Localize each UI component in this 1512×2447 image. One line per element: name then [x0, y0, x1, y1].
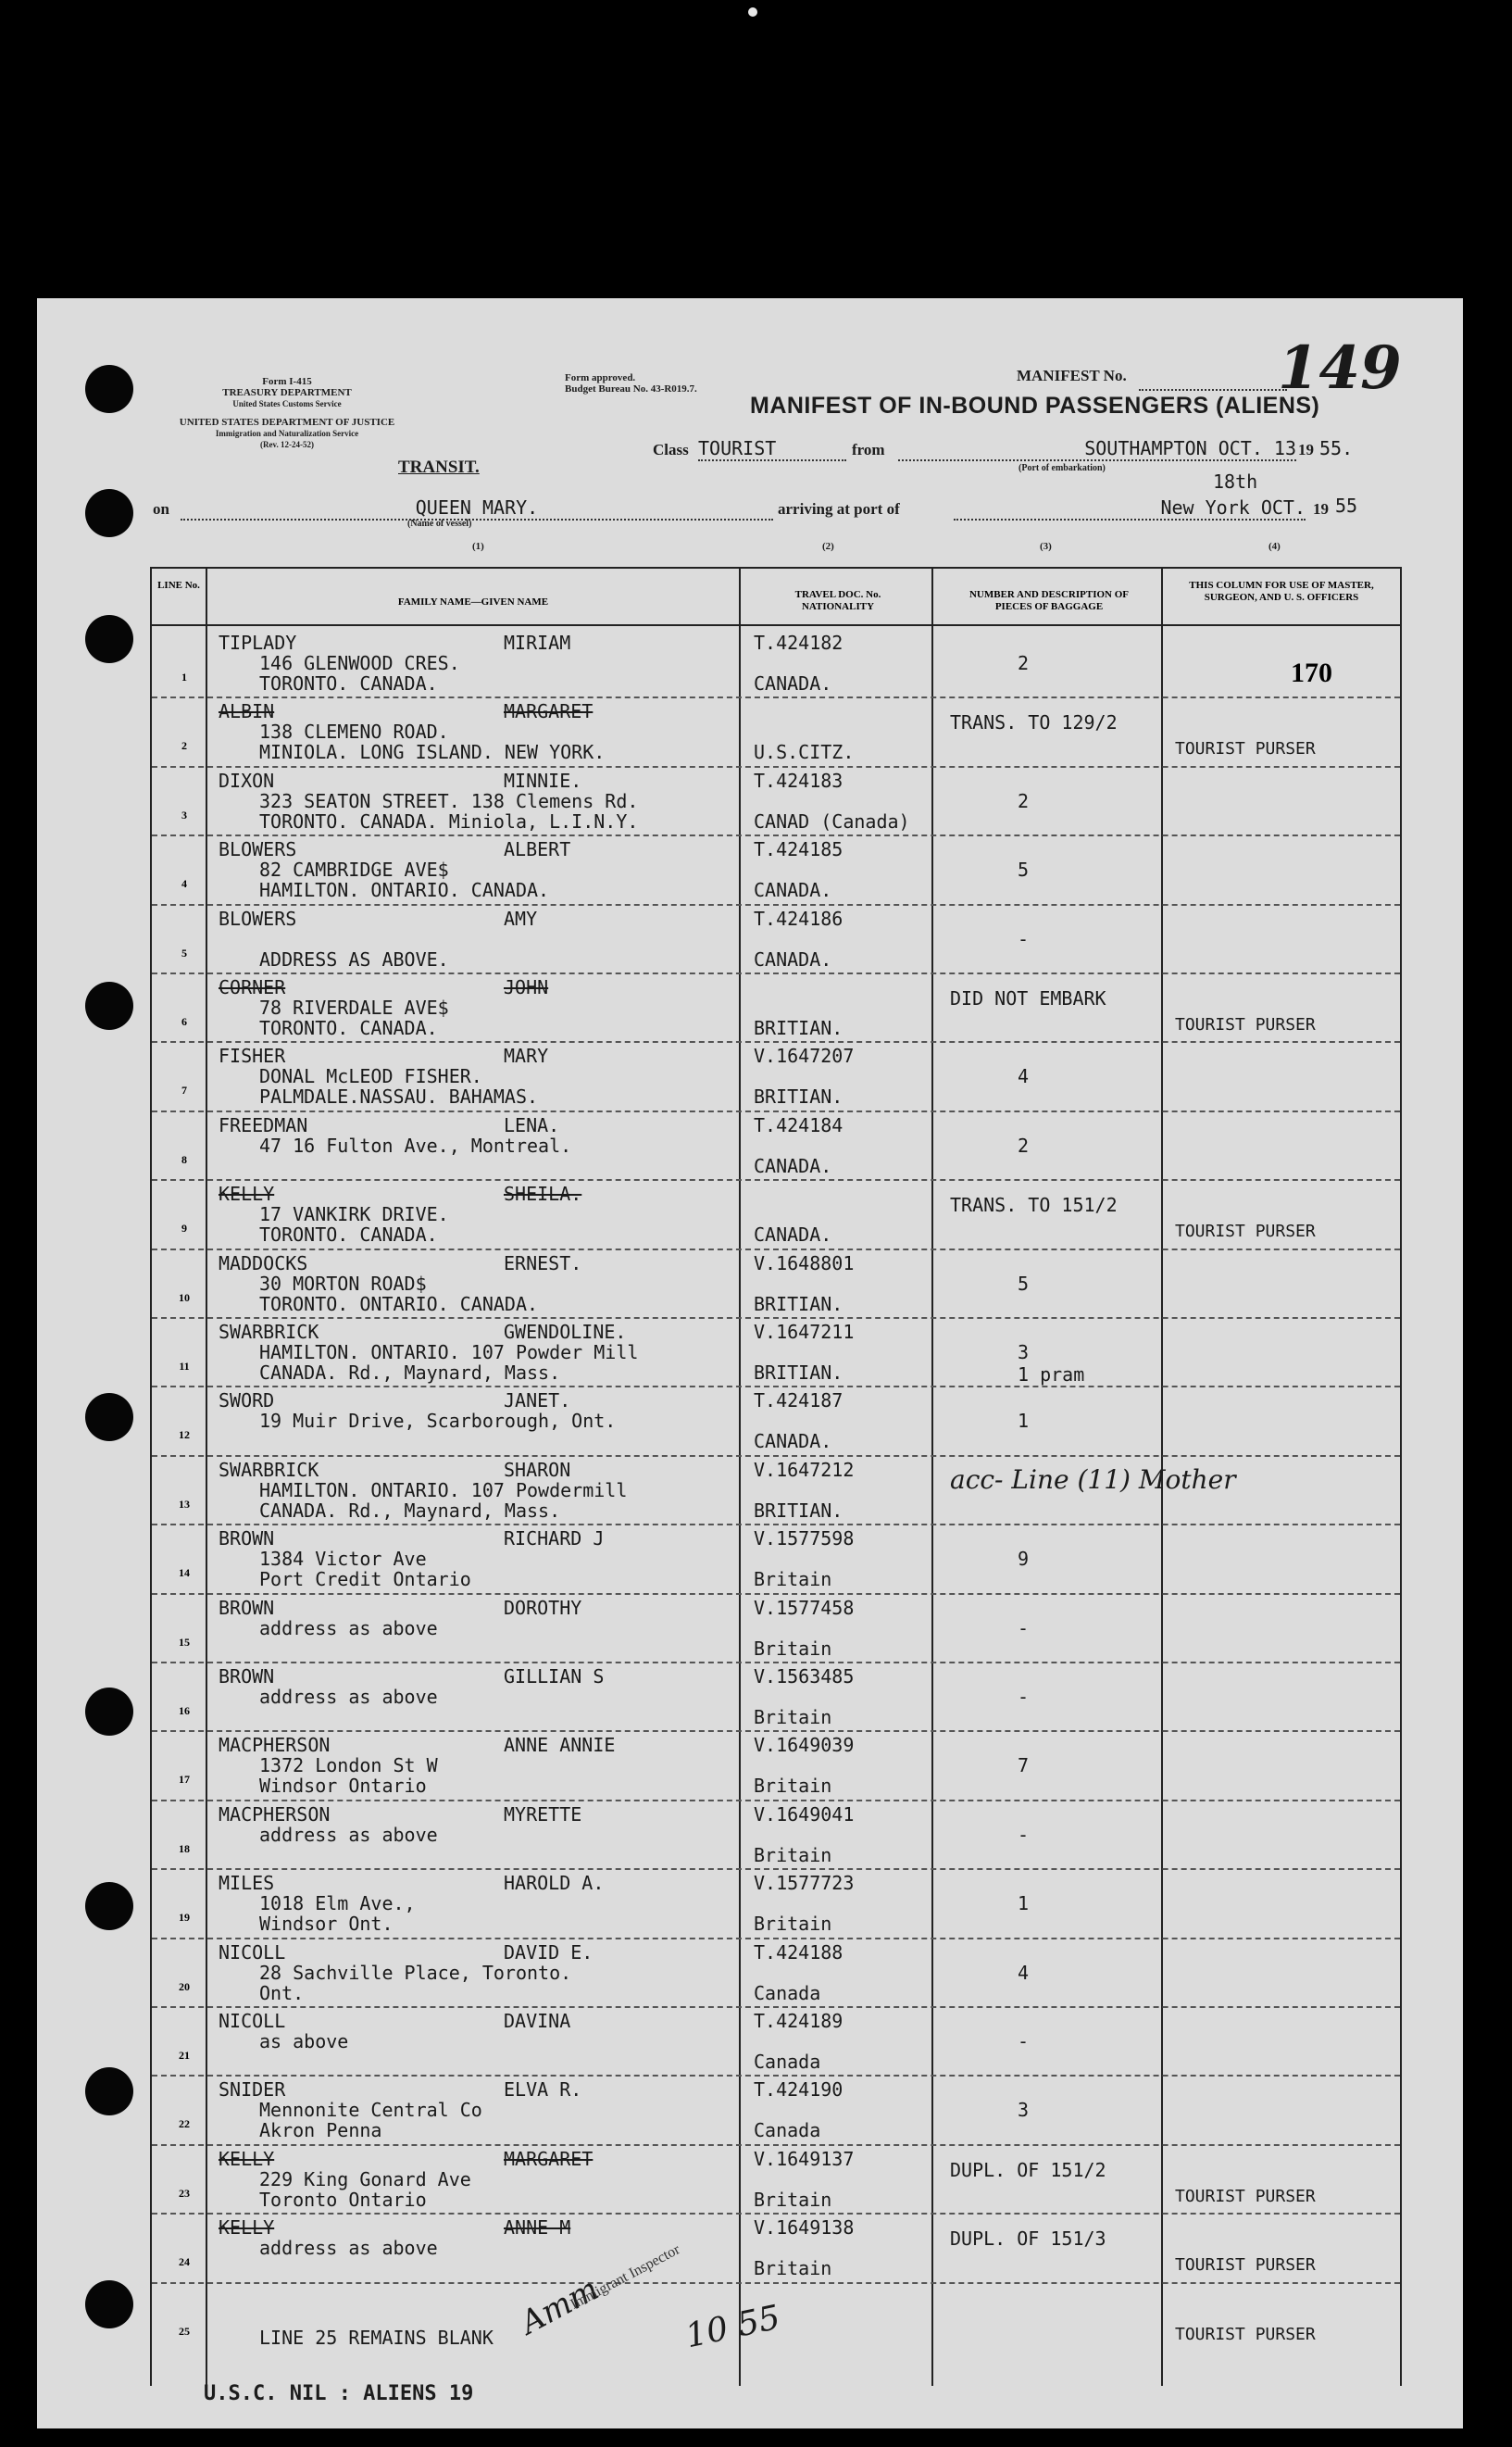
address-line-2: HAMILTON. ONTARIO. CANADA. — [259, 879, 550, 902]
form-approved: Form approved. — [565, 372, 636, 383]
travel-doc-number: V.1649041 — [754, 1802, 855, 1826]
address-line-1: 47 16 Fulton Ave., Montreal. — [259, 1134, 572, 1157]
table-row — [152, 1525, 1400, 1594]
line-number: 4 — [181, 877, 187, 891]
travel-doc-number: V.1649039 — [754, 1734, 855, 1757]
address-line-2: TORONTO. CANADA. — [259, 1017, 438, 1039]
nationality: Britain — [754, 2188, 832, 2211]
travel-doc-number: V.1647212 — [754, 1458, 855, 1481]
travel-doc-number: T.424184 — [754, 1113, 843, 1136]
family-name: SWARBRICK — [219, 1458, 319, 1481]
row-divider — [152, 1868, 1400, 1870]
nationality: CANAD (Canada) — [754, 809, 910, 833]
manifest-number-line — [1139, 389, 1287, 391]
family-name: SWARBRICK — [219, 1321, 319, 1343]
given-name: HAROLD A. — [504, 1872, 605, 1895]
address-line-1: 17 VANKIRK DRIVE. — [259, 1203, 449, 1226]
family-name: BROWN — [219, 1527, 275, 1550]
address-line-2: TORONTO. CANADA. — [259, 672, 438, 695]
address-line-1: 138 CLEMENO ROAD. — [259, 721, 449, 744]
on-label: on — [153, 500, 169, 518]
family-name: MILES — [219, 1872, 275, 1895]
travel-doc-number: V.1648801 — [754, 1251, 855, 1274]
form-number: Form I-415 — [262, 376, 312, 387]
punch-hole — [85, 2067, 133, 2115]
baggage-count: - — [1018, 1616, 1030, 1639]
baggage-count: 3 — [1018, 2099, 1030, 2122]
treasury-dept: TREASURY DEPARTMENT — [222, 387, 352, 398]
table-row — [152, 1319, 1400, 1387]
address-line-2: Toronto Ontario — [259, 2188, 427, 2211]
address-line-2: Port Credit Ontario — [259, 1568, 471, 1591]
line-number: 7 — [181, 1084, 187, 1098]
family-name: KELLY — [219, 2147, 275, 2170]
baggage-count: DUPL. OF 151/3 — [950, 2227, 1106, 2251]
address-line-2: PALMDALE.NASSAU. BAHAMAS. — [259, 1085, 539, 1109]
punch-hole — [85, 1882, 133, 1930]
given-name: JANET. — [504, 1389, 571, 1412]
address-line-1: 30 MORTON ROAD$ — [259, 1272, 427, 1295]
from-value: SOUTHAMPTON OCT. 13 — [898, 437, 1296, 461]
table-row — [152, 2008, 1400, 2077]
nationality: BRITIAN. — [754, 1085, 843, 1109]
travel-doc-number: T.424187 — [754, 1389, 843, 1412]
address-line-1: as above — [259, 2030, 349, 2052]
transit-label: TRANSIT. — [398, 458, 480, 477]
table-row — [152, 1387, 1400, 1456]
baggage-count: TRANS. TO 129/2 — [950, 711, 1118, 734]
dust-speck — [748, 7, 757, 17]
baggage-count: DID NOT EMBARK — [950, 987, 1106, 1010]
family-name: BROWN — [219, 1596, 275, 1619]
given-name: JOHN — [504, 976, 549, 998]
row-divider — [152, 1800, 1400, 1801]
line-number: 12 — [179, 1428, 190, 1442]
travel-doc-number: T.424188 — [754, 1940, 843, 1964]
travel-doc-number: V.1563485 — [754, 1665, 855, 1688]
punch-hole — [85, 1393, 133, 1441]
family-name: FREEDMAN — [219, 1113, 308, 1136]
address-line-2: TORONTO. CANADA. Miniola, L.I.N.Y. — [259, 809, 639, 833]
address-line-2: Windsor Ont. — [259, 1913, 394, 1936]
address-line-1: 229 King Gonard Ave — [259, 2167, 471, 2190]
travel-doc-number: T.424183 — [754, 769, 843, 792]
given-name: MYRETTE — [504, 1802, 582, 1826]
baggage-count: 4 — [1018, 1961, 1030, 1984]
given-name: MARGARET — [504, 2147, 594, 2170]
baggage-count: 7 — [1018, 1754, 1030, 1777]
address-line-1: 78 RIVERDALE AVE$ — [259, 997, 449, 1019]
budget-bureau: Budget Bureau No. 43-R019.7. — [565, 383, 697, 395]
row-divider — [152, 1317, 1400, 1319]
baggage-count: 2 — [1018, 1134, 1030, 1157]
row-divider — [152, 904, 1400, 906]
given-name: LENA. — [504, 1113, 560, 1136]
travel-doc-number: V.1577723 — [754, 1872, 855, 1895]
form-header-left — [176, 376, 398, 409]
baggage-count: 5 — [1018, 1272, 1030, 1295]
baggage-count: TRANS. TO 151/2 — [950, 1194, 1118, 1217]
class-label: Class — [653, 441, 689, 458]
baggage-count: - — [1018, 927, 1030, 950]
address-line-1: 19 Muir Drive, Scarborough, Ont. — [259, 1410, 617, 1433]
row-divider — [152, 1730, 1400, 1732]
table-row — [152, 698, 1400, 767]
table-row — [152, 1457, 1400, 1525]
family-name: KELLY — [219, 2216, 275, 2240]
officer-remark: TOURIST PURSER — [1175, 1015, 1316, 1035]
baggage-count: 1 — [1018, 1892, 1030, 1915]
header-baggage: NUMBER AND DESCRIPTION OF PIECES OF BAGGAGE — [968, 589, 1130, 612]
from-label: from — [852, 441, 885, 458]
baggage-count: - — [1018, 2030, 1030, 2052]
address-line-1: HAMILTON. ONTARIO. 107 Powdermill — [259, 1478, 628, 1501]
nationality: CANADA. — [754, 672, 832, 695]
table-row — [152, 836, 1400, 905]
table-row — [152, 1595, 1400, 1663]
row-divider — [152, 1524, 1400, 1525]
address-line-2: MINIOLA. LONG ISLAND. NEW YORK. — [259, 741, 606, 764]
table-row — [152, 1732, 1400, 1801]
inspector-stamp: Immigrant Inspector — [568, 2241, 683, 2313]
line-number: 2 — [181, 739, 187, 753]
row-divider — [152, 766, 1400, 768]
family-name: TIPLADY — [219, 632, 297, 654]
embark-note: (Port of embarkation) — [1018, 463, 1106, 473]
address-line-2: CANADA. Rd., Maynard, Mass. — [259, 1362, 561, 1384]
row-divider — [152, 1111, 1400, 1112]
row-divider — [152, 2075, 1400, 2077]
officer-remark: TOURIST PURSER — [1175, 739, 1316, 759]
travel-doc-number: T.424190 — [754, 2078, 843, 2102]
form-revision: (Rev. 12-24-52) — [260, 440, 314, 449]
address-line-2: Windsor Ontario — [259, 1775, 427, 1798]
col-num-2: (2) — [822, 541, 834, 552]
address-line-2: ADDRESS AS ABOVE. — [259, 947, 449, 971]
given-name: SHEILA. — [504, 1183, 582, 1206]
nationality: Britain — [754, 1775, 832, 1798]
row-divider — [152, 1455, 1400, 1457]
nationality: U.S.CITZ. — [754, 741, 855, 764]
line-number: 5 — [181, 946, 187, 960]
line-number: 1 — [181, 671, 187, 684]
arriving-label: arriving at port of — [778, 500, 900, 518]
table-row — [152, 906, 1400, 974]
page-title: MANIFEST OF IN-BOUND PASSENGERS (ALIENS) — [750, 393, 1320, 419]
given-name: DAVINA — [504, 2010, 571, 2032]
family-name: CORNER — [219, 976, 286, 998]
nationality: CANADA. — [754, 1430, 832, 1453]
given-name: MINNIE. — [504, 769, 582, 792]
arrival-port: New York OCT. — [954, 496, 1306, 521]
officer-remark: TOURIST PURSER — [1175, 1222, 1316, 1242]
family-name: SWORD — [219, 1389, 275, 1412]
line-number: 10 — [179, 1290, 190, 1304]
address-line-1: 82 CAMBRIDGE AVE$ — [259, 859, 449, 882]
baggage-count: 3 1 pram — [1018, 1341, 1085, 1386]
footer-aliens-count: U.S.C. NIL : ALIENS 19 — [204, 2382, 474, 2405]
baggage-count: acc- Line (11) Mother — [950, 1463, 1236, 1495]
address-line-1: 1372 London St W — [259, 1754, 438, 1777]
punch-hole — [85, 982, 133, 1030]
nationality: Britain — [754, 1637, 832, 1660]
address-line-2: LINE 25 REMAINS BLANK — [259, 2326, 494, 2349]
from-year: 55. — [1319, 437, 1354, 459]
row-divider — [152, 1662, 1400, 1663]
table-row — [152, 1663, 1400, 1732]
address-line-1: 28 Sachville Place, Toronto. — [259, 1961, 572, 1984]
nationality: Britain — [754, 1706, 832, 1728]
travel-doc-number: V.1577598 — [754, 1527, 855, 1550]
officer-remark: TOURIST PURSER — [1175, 2186, 1316, 2206]
approval-block — [565, 372, 697, 395]
family-name: DIXON — [219, 769, 275, 792]
table-row — [152, 2077, 1400, 2145]
nationality: BRITIAN. — [754, 1017, 843, 1039]
officer-remark: TOURIST PURSER — [1175, 2255, 1316, 2276]
punch-hole — [85, 2280, 133, 2328]
baggage-count: 4 — [1018, 1065, 1030, 1088]
line-number: 14 — [179, 1566, 190, 1580]
from-year-prefix: 19 — [1298, 441, 1314, 458]
header-line-no: LINE No. — [157, 580, 200, 591]
line-number: 3 — [181, 808, 187, 822]
given-name: GILLIAN S — [504, 1665, 605, 1688]
travel-doc-number: T.424189 — [754, 2010, 843, 2032]
address-line-1: HAMILTON. ONTARIO. 107 Powder Mill — [259, 1341, 639, 1363]
address-line-1: Mennonite Central Co — [259, 2099, 482, 2122]
officer-number: 170 — [1291, 658, 1332, 688]
family-name: MADDOCKS — [219, 1251, 308, 1274]
arrival-year-prefix: 19 — [1313, 500, 1329, 518]
baggage-count: DUPL. OF 151/2 — [950, 2158, 1106, 2181]
given-name: DOROTHY — [504, 1596, 582, 1619]
family-name: BROWN — [219, 1665, 275, 1688]
col-num-3: (3) — [1040, 541, 1052, 552]
arrival-year: 55 — [1335, 495, 1358, 517]
col-num-1: (1) — [472, 541, 484, 552]
baggage-count: 2 — [1018, 789, 1030, 812]
nationality: Britain — [754, 2257, 832, 2280]
class-value: TOURIST — [698, 437, 846, 461]
address-line-1: address as above — [259, 1686, 438, 1708]
nationality: CANADA. — [754, 1224, 832, 1247]
address-line-2: CANADA. Rd., Maynard, Mass. — [259, 1499, 561, 1522]
table-row — [152, 1870, 1400, 1939]
table-row — [152, 768, 1400, 836]
address-line-1: address as above — [259, 2237, 438, 2260]
address-line-2: TORONTO. CANADA. — [259, 1224, 438, 1247]
table-row — [152, 1181, 1400, 1249]
family-name: NICOLL — [219, 1940, 286, 1964]
justice-dept: UNITED STATES DEPARTMENT OF JUSTICE — [179, 417, 395, 428]
table-row — [152, 974, 1400, 1043]
baggage-count: - — [1018, 1823, 1030, 1846]
punch-hole — [85, 1688, 133, 1736]
given-name: AMY — [504, 907, 538, 930]
family-name: MACPHERSON — [219, 1802, 331, 1826]
row-divider — [152, 1938, 1400, 1939]
family-name: SNIDER — [219, 2078, 286, 2102]
row-divider — [152, 2144, 1400, 2146]
given-name: SHARON — [504, 1458, 571, 1481]
baggage-count: 9 — [1018, 1548, 1030, 1571]
family-name: MACPHERSON — [219, 1734, 331, 1757]
given-name: ERNEST. — [504, 1251, 582, 1274]
col-num-4: (4) — [1268, 541, 1281, 552]
address-line-1: 1018 Elm Ave., — [259, 1892, 416, 1915]
manifest-label: MANIFEST No. — [1017, 367, 1127, 384]
address-line-2: Ont. — [259, 1981, 305, 2004]
nationality: BRITIAN. — [754, 1292, 843, 1315]
given-name: ELVA R. — [504, 2078, 582, 2102]
justice-header — [148, 417, 426, 450]
family-name: BLOWERS — [219, 838, 297, 861]
customs-service: United States Customs Service — [232, 399, 342, 408]
line-number: 24 — [179, 2255, 190, 2269]
line-number: 22 — [179, 2117, 190, 2131]
row-divider — [152, 696, 1400, 698]
travel-doc-number: T.424185 — [754, 838, 843, 861]
given-name: ANNE M — [504, 2216, 571, 2240]
line-number: 6 — [181, 1015, 187, 1028]
table-row — [152, 1250, 1400, 1319]
family-name: ALBIN — [219, 700, 275, 723]
row-divider — [152, 973, 1400, 974]
line-number: 25 — [179, 2324, 190, 2338]
row-divider — [152, 1593, 1400, 1595]
header-rule — [152, 624, 1400, 626]
family-name: NICOLL — [219, 2010, 286, 2032]
given-name: DAVID E. — [504, 1940, 594, 1964]
stamp-date: 10 55 — [681, 2298, 784, 2356]
nationality: Britain — [754, 1913, 832, 1936]
line-number: 17 — [179, 1773, 190, 1787]
punch-hole — [85, 615, 133, 663]
line-number: 13 — [179, 1497, 190, 1511]
table-row — [152, 1801, 1400, 1870]
line-number: 8 — [181, 1152, 187, 1166]
address-line-2: TORONTO. ONTARIO. CANADA. — [259, 1292, 539, 1315]
nationality: Britain — [754, 1568, 832, 1591]
given-name: ANNE ANNIE — [504, 1734, 616, 1757]
nationality: CANADA. — [754, 879, 832, 902]
table-row — [152, 630, 1400, 698]
address-line-2: Akron Penna — [259, 2119, 382, 2142]
arrival-day: 18th — [1213, 471, 1258, 493]
table-row — [152, 2146, 1400, 2215]
family-name: BLOWERS — [219, 907, 297, 930]
travel-doc-number: V.1647211 — [754, 1321, 855, 1343]
line-number: 18 — [179, 1841, 190, 1855]
family-name: FISHER — [219, 1045, 286, 1068]
given-name: GWENDOLINE. — [504, 1321, 627, 1343]
manifest-number: 149 — [1278, 333, 1402, 403]
row-divider — [152, 1179, 1400, 1181]
table-row — [152, 1939, 1400, 2008]
line-number: 19 — [179, 1911, 190, 1925]
nationality: CANADA. — [754, 1154, 832, 1177]
travel-doc-number: V.1649137 — [754, 2147, 855, 2170]
given-name: MARY — [504, 1045, 549, 1068]
row-divider — [152, 2213, 1400, 2215]
inspector-signature: Amm — [514, 2270, 606, 2342]
address-line-1: address as above — [259, 1616, 438, 1639]
officer-remark: TOURIST PURSER — [1175, 2324, 1316, 2344]
nationality: Canada — [754, 2051, 821, 2073]
address-line-1: address as above — [259, 1823, 438, 1846]
baggage-count: 1 — [1018, 1410, 1030, 1433]
row-divider — [152, 834, 1400, 836]
table-row — [152, 2215, 1400, 2283]
row-divider — [152, 1249, 1400, 1250]
line-number: 11 — [179, 1360, 190, 1373]
address-line-1: DONAL McLEOD FISHER. — [259, 1065, 482, 1088]
nationality: BRITIAN. — [754, 1362, 843, 1384]
table-row — [152, 1112, 1400, 1181]
nationality: Britain — [754, 1843, 832, 1866]
line-number: 20 — [179, 1979, 190, 1993]
address-line-1: 323 SEATON STREET. 138 Clemens Rd. — [259, 789, 639, 812]
given-name: MIRIAM — [504, 632, 571, 654]
punch-hole — [85, 365, 133, 413]
row-divider — [152, 1386, 1400, 1387]
header-name: FAMILY NAME—GIVEN NAME — [397, 596, 549, 608]
travel-doc-number: T.424186 — [754, 907, 843, 930]
travel-doc-number: V.1647207 — [754, 1045, 855, 1068]
row-divider — [152, 2282, 1400, 2284]
baggage-count: 5 — [1018, 859, 1030, 882]
given-name: RICHARD J — [504, 1527, 605, 1550]
table-row — [152, 1043, 1400, 1111]
line-number: 16 — [179, 1704, 190, 1717]
family-name: KELLY — [219, 1183, 275, 1206]
baggage-count: 2 — [1018, 652, 1030, 674]
line-number: 23 — [179, 2186, 190, 2200]
travel-doc-number: V.1649138 — [754, 2216, 855, 2240]
nationality: Canada — [754, 2119, 821, 2142]
line-number: 9 — [181, 1222, 187, 1236]
ins-service: Immigration and Naturalization Service — [215, 429, 359, 438]
travel-doc-number: V.1577458 — [754, 1596, 855, 1619]
nationality: CANADA. — [754, 947, 832, 971]
line-number: 21 — [179, 2049, 190, 2062]
vessel-note: (Name of vessel) — [407, 519, 472, 529]
nationality: Canada — [754, 1981, 821, 2004]
address-line-1: 146 GLENWOOD CRES. — [259, 652, 460, 674]
punch-hole — [85, 489, 133, 537]
nationality: BRITIAN. — [754, 1499, 843, 1522]
line-number: 15 — [179, 1635, 190, 1649]
given-name: MARGARET — [504, 700, 594, 723]
row-divider — [152, 1041, 1400, 1043]
vessel-name: QUEEN MARY. — [181, 496, 773, 521]
baggage-count: - — [1018, 1686, 1030, 1708]
given-name: ALBERT — [504, 838, 571, 861]
travel-doc-number: T.424182 — [754, 632, 843, 654]
row-divider — [152, 2006, 1400, 2008]
header-travel-doc: TRAVEL DOC. No. NATIONALITY — [794, 589, 881, 612]
header-officers: THIS COLUMN FOR USE OF MASTER, SURGEON, AND U. S. OFFICERS — [1189, 580, 1374, 603]
address-line-1: 1384 Victor Ave — [259, 1548, 427, 1571]
passenger-table — [150, 567, 1402, 2386]
